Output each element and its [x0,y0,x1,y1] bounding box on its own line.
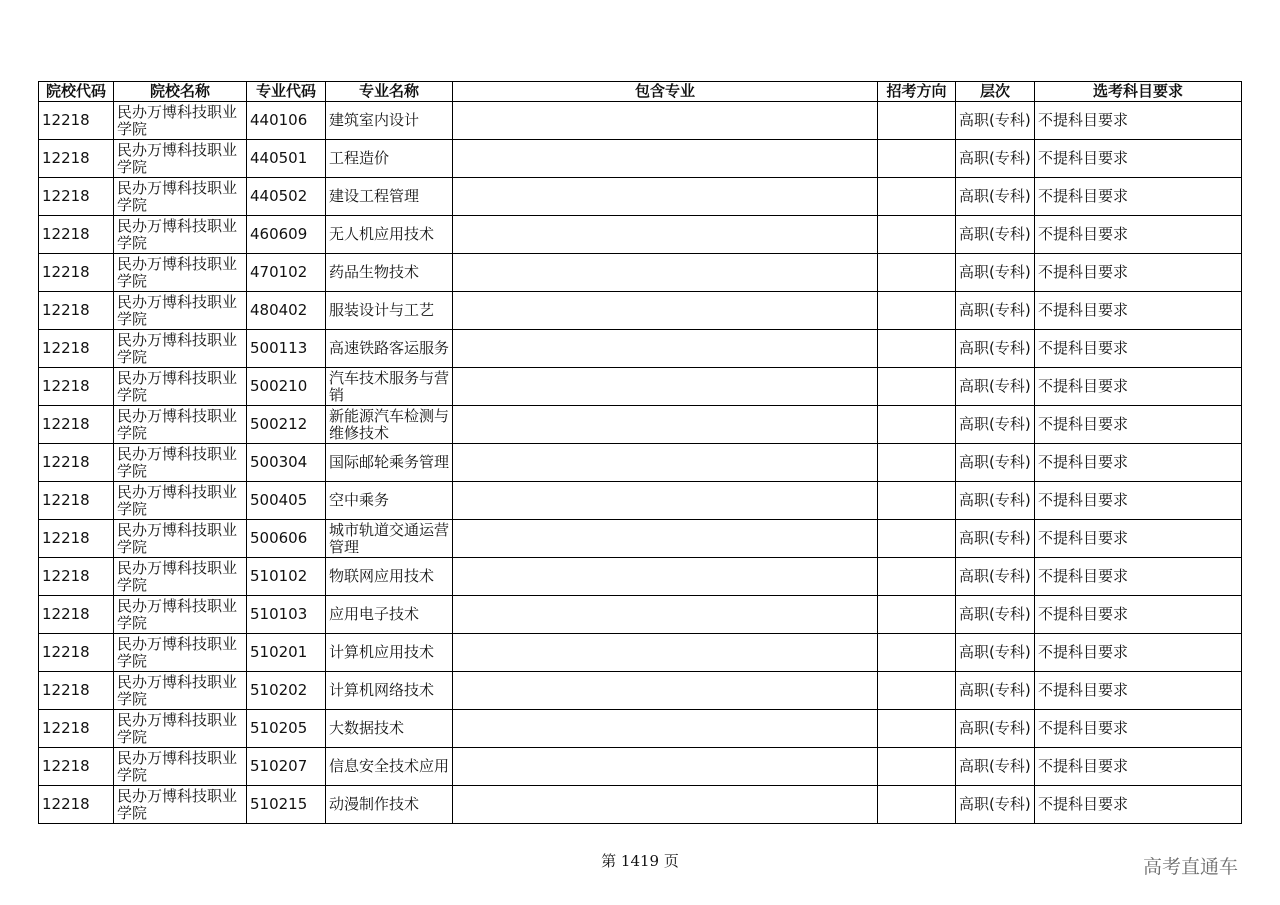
cell-major-name: 计算机应用技术 [326,634,453,672]
header-major-code: 专业代码 [247,82,326,102]
cell-subject-requirement: 不提科目要求 [1035,748,1242,786]
watermark-text: 高考直通车 [1143,856,1239,878]
cell-major-code: 440501 [247,140,326,178]
cell-major-code: 510215 [247,786,326,824]
cell-level: 高职(专科) [956,672,1035,710]
cell-major-code: 500212 [247,406,326,444]
cell-included-majors [453,672,878,710]
cell-subject-requirement: 不提科目要求 [1035,102,1242,140]
cell-subject-requirement: 不提科目要求 [1035,140,1242,178]
cell-subject-requirement: 不提科目要求 [1035,330,1242,368]
cell-major-name: 服装设计与工艺 [326,292,453,330]
cell-level: 高职(专科) [956,368,1035,406]
cell-enroll-direction [878,558,956,596]
table-row [39,254,1242,292]
table-row [39,178,1242,216]
cell-school-name: 民办万博科技职业学院 [114,634,247,672]
cell-school-code: 12218 [39,368,114,406]
cell-subject-requirement: 不提科目要求 [1035,292,1242,330]
cell-school-code: 12218 [39,178,114,216]
table-row [39,216,1242,254]
cell-included-majors [453,216,878,254]
cell-enroll-direction [878,444,956,482]
cell-included-majors [453,634,878,672]
cell-included-majors [453,596,878,634]
cell-school-code: 12218 [39,748,114,786]
cell-level: 高职(专科) [956,520,1035,558]
header-level: 层次 [956,82,1035,102]
cell-level: 高职(专科) [956,558,1035,596]
cell-enroll-direction [878,406,956,444]
cell-school-name: 民办万博科技职业学院 [114,140,247,178]
cell-school-code: 12218 [39,520,114,558]
cell-major-code: 480402 [247,292,326,330]
cell-major-name: 动漫制作技术 [326,786,453,824]
cell-enroll-direction [878,140,956,178]
table-row [39,672,1242,710]
cell-school-name: 民办万博科技职业学院 [114,710,247,748]
cell-major-name: 建设工程管理 [326,178,453,216]
cell-major-name: 新能源汽车检测与维修技术 [326,406,453,444]
cell-major-code: 510205 [247,710,326,748]
cell-school-name: 民办万博科技职业学院 [114,672,247,710]
table-row [39,102,1242,140]
cell-subject-requirement: 不提科目要求 [1035,444,1242,482]
cell-school-code: 12218 [39,406,114,444]
cell-major-name: 无人机应用技术 [326,216,453,254]
header-enroll-direction: 招考方向 [878,82,956,102]
cell-school-name: 民办万博科技职业学院 [114,178,247,216]
cell-major-code: 500405 [247,482,326,520]
cell-major-name: 应用电子技术 [326,596,453,634]
cell-school-code: 12218 [39,672,114,710]
cell-school-code: 12218 [39,330,114,368]
cell-included-majors [453,102,878,140]
cell-level: 高职(专科) [956,444,1035,482]
cell-school-name: 民办万博科技职业学院 [114,254,247,292]
cell-subject-requirement: 不提科目要求 [1035,634,1242,672]
header-school-code: 院校代码 [39,82,114,102]
cell-included-majors [453,710,878,748]
cell-school-code: 12218 [39,254,114,292]
cell-school-code: 12218 [39,292,114,330]
cell-major-name: 药品生物技术 [326,254,453,292]
cell-school-code: 12218 [39,102,114,140]
cell-included-majors [453,140,878,178]
cell-included-majors [453,444,878,482]
cell-subject-requirement: 不提科目要求 [1035,216,1242,254]
cell-major-code: 440106 [247,102,326,140]
cell-school-name: 民办万博科技职业学院 [114,330,247,368]
cell-major-name: 高速铁路客运服务 [326,330,453,368]
cell-level: 高职(专科) [956,710,1035,748]
cell-major-code: 510202 [247,672,326,710]
header-major-name: 专业名称 [326,82,453,102]
cell-included-majors [453,292,878,330]
cell-subject-requirement: 不提科目要求 [1035,406,1242,444]
cell-level: 高职(专科) [956,406,1035,444]
enrollment-table [38,81,1242,824]
cell-level: 高职(专科) [956,748,1035,786]
cell-subject-requirement: 不提科目要求 [1035,178,1242,216]
cell-included-majors [453,330,878,368]
cell-enroll-direction [878,596,956,634]
cell-school-code: 12218 [39,786,114,824]
cell-major-name: 物联网应用技术 [326,558,453,596]
table-row [39,292,1242,330]
cell-enroll-direction [878,102,956,140]
cell-subject-requirement: 不提科目要求 [1035,482,1242,520]
cell-enroll-direction [878,330,956,368]
cell-school-name: 民办万博科技职业学院 [114,786,247,824]
cell-level: 高职(专科) [956,634,1035,672]
cell-included-majors [453,178,878,216]
header-school-name: 院校名称 [114,82,247,102]
table-row [39,634,1242,672]
table-row [39,444,1242,482]
cell-level: 高职(专科) [956,216,1035,254]
cell-subject-requirement: 不提科目要求 [1035,596,1242,634]
cell-major-code: 510201 [247,634,326,672]
cell-school-name: 民办万博科技职业学院 [114,444,247,482]
cell-enroll-direction [878,748,956,786]
table-header-row [39,82,1242,102]
cell-included-majors [453,786,878,824]
table-row [39,520,1242,558]
cell-school-name: 民办万博科技职业学院 [114,748,247,786]
table-row [39,596,1242,634]
cell-included-majors [453,368,878,406]
table-row [39,482,1242,520]
cell-included-majors [453,558,878,596]
cell-major-name: 信息安全技术应用 [326,748,453,786]
cell-enroll-direction [878,216,956,254]
cell-school-name: 民办万博科技职业学院 [114,406,247,444]
cell-major-name: 城市轨道交通运营管理 [326,520,453,558]
cell-enroll-direction [878,482,956,520]
cell-school-code: 12218 [39,558,114,596]
cell-subject-requirement: 不提科目要求 [1035,368,1242,406]
page-number: 第 1419 页 [601,852,679,870]
cell-major-code: 440502 [247,178,326,216]
cell-school-code: 12218 [39,140,114,178]
cell-subject-requirement: 不提科目要求 [1035,786,1242,824]
cell-included-majors [453,482,878,520]
cell-enroll-direction [878,520,956,558]
cell-included-majors [453,406,878,444]
table-row [39,406,1242,444]
cell-enroll-direction [878,672,956,710]
table-row [39,710,1242,748]
cell-major-code: 510207 [247,748,326,786]
cell-enroll-direction [878,368,956,406]
cell-major-name: 工程造价 [326,140,453,178]
cell-included-majors [453,520,878,558]
table-row [39,558,1242,596]
cell-level: 高职(专科) [956,292,1035,330]
cell-school-name: 民办万博科技职业学院 [114,596,247,634]
cell-level: 高职(专科) [956,254,1035,292]
cell-subject-requirement: 不提科目要求 [1035,672,1242,710]
cell-major-name: 汽车技术服务与营销 [326,368,453,406]
cell-enroll-direction [878,254,956,292]
cell-major-name: 空中乘务 [326,482,453,520]
cell-major-code: 500210 [247,368,326,406]
cell-level: 高职(专科) [956,786,1035,824]
cell-level: 高职(专科) [956,482,1035,520]
cell-major-code: 500304 [247,444,326,482]
cell-enroll-direction [878,710,956,748]
cell-major-code: 500606 [247,520,326,558]
table-row [39,368,1242,406]
cell-included-majors [453,748,878,786]
cell-subject-requirement: 不提科目要求 [1035,520,1242,558]
cell-school-code: 12218 [39,216,114,254]
cell-school-name: 民办万博科技职业学院 [114,102,247,140]
cell-included-majors [453,254,878,292]
cell-major-code: 470102 [247,254,326,292]
cell-subject-requirement: 不提科目要求 [1035,558,1242,596]
cell-major-name: 国际邮轮乘务管理 [326,444,453,482]
cell-school-name: 民办万博科技职业学院 [114,292,247,330]
table-row [39,330,1242,368]
cell-major-code: 510103 [247,596,326,634]
header-subject-requirement: 选考科目要求 [1035,82,1242,102]
cell-level: 高职(专科) [956,140,1035,178]
cell-major-name: 大数据技术 [326,710,453,748]
table-row [39,140,1242,178]
cell-level: 高职(专科) [956,102,1035,140]
table-row [39,786,1242,824]
cell-major-name: 计算机网络技术 [326,672,453,710]
header-included-majors: 包含专业 [453,82,878,102]
cell-level: 高职(专科) [956,178,1035,216]
cell-major-code: 500113 [247,330,326,368]
cell-enroll-direction [878,292,956,330]
cell-school-name: 民办万博科技职业学院 [114,558,247,596]
cell-enroll-direction [878,786,956,824]
cell-enroll-direction [878,634,956,672]
cell-major-name: 建筑室内设计 [326,102,453,140]
cell-school-code: 12218 [39,634,114,672]
cell-enroll-direction [878,178,956,216]
cell-school-name: 民办万博科技职业学院 [114,482,247,520]
cell-school-name: 民办万博科技职业学院 [114,368,247,406]
cell-subject-requirement: 不提科目要求 [1035,710,1242,748]
cell-school-code: 12218 [39,482,114,520]
cell-level: 高职(专科) [956,596,1035,634]
cell-school-name: 民办万博科技职业学院 [114,216,247,254]
cell-major-code: 510102 [247,558,326,596]
cell-school-code: 12218 [39,710,114,748]
cell-level: 高职(专科) [956,330,1035,368]
cell-subject-requirement: 不提科目要求 [1035,254,1242,292]
cell-school-code: 12218 [39,596,114,634]
cell-school-name: 民办万博科技职业学院 [114,520,247,558]
table-row [39,748,1242,786]
cell-school-code: 12218 [39,444,114,482]
cell-major-code: 460609 [247,216,326,254]
